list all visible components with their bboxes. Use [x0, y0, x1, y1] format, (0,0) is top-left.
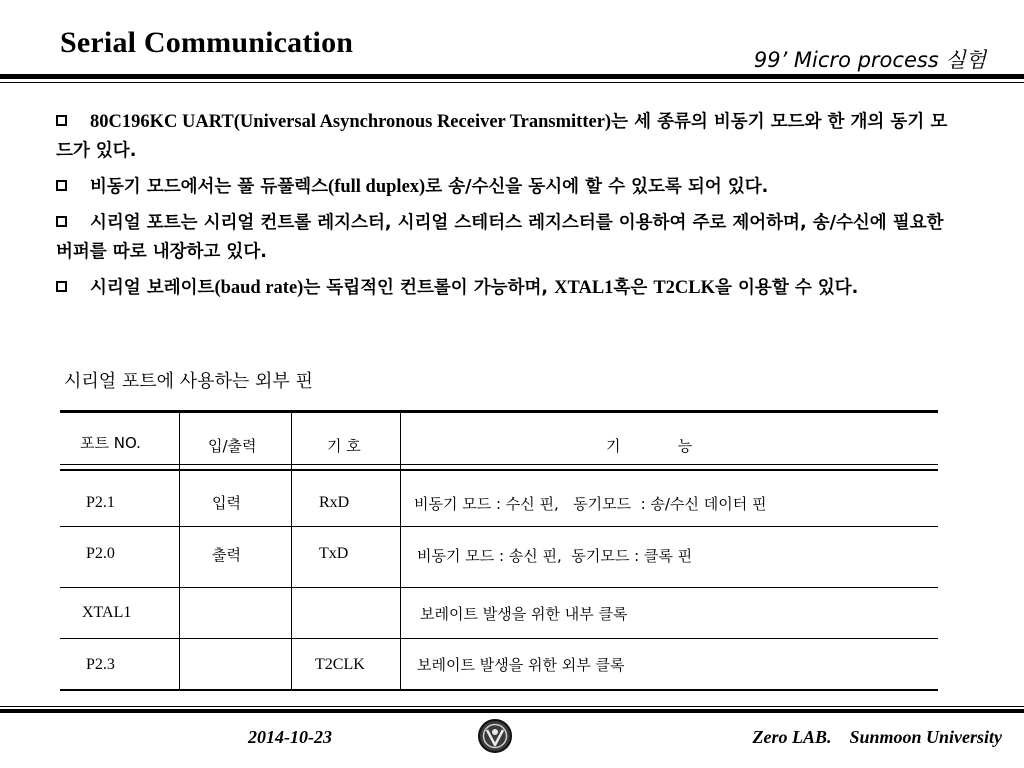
bullet-text — [56, 108, 961, 166]
bullet-text-part: 는 독립적인 컨트롤이 가능하며, — [303, 278, 555, 298]
column-divider — [291, 413, 292, 691]
cell-io: 출력 — [212, 546, 241, 564]
university-emblem-icon — [477, 718, 513, 754]
bullet-text — [56, 209, 961, 267]
cell-port: P2.3 — [86, 656, 115, 673]
row-rule — [60, 587, 938, 588]
header-bottom-rule — [60, 464, 938, 465]
checkbox-bullet-icon — [56, 281, 67, 292]
footer-rule-thin — [0, 706, 1024, 707]
header-bottom-rule-double — [60, 469, 938, 471]
checkbox-bullet-icon — [56, 216, 67, 227]
bullet-text-part: XTAL1 — [554, 278, 614, 298]
table-top-rule — [60, 410, 938, 413]
bullet-text-part: 혹은 — [613, 278, 654, 298]
bullet-text-part: 로 송/수신을 동시에 할 수 있도록 되어 있다. — [425, 177, 769, 197]
row-rule — [60, 638, 938, 639]
bullet-text-part: T2CLK — [653, 278, 716, 298]
row-rule — [60, 526, 938, 527]
footer-affiliation — [752, 727, 1002, 748]
footer-rule-thick — [0, 709, 1024, 713]
cell-symbol: T2CLK — [315, 656, 365, 673]
cell-function: 비동기 모드 : 송신 핀, 동기모드 : 클록 핀 — [417, 547, 693, 565]
header-rule-thin — [0, 82, 1024, 83]
table-bottom-rule — [60, 689, 938, 691]
bullet-text-part: 시리얼 포트는 시리얼 컨트롤 레지스터, 시리얼 스테터스 레지스터를 이용하여 주로 제어하며, 송/수신에 필요한 버퍼를 따로 내장하고 있다. — [56, 213, 944, 262]
bullet-text — [56, 274, 961, 303]
bullet-item — [56, 274, 961, 303]
column-divider — [400, 413, 401, 691]
bullet-item — [56, 108, 961, 166]
cell-port: P2.1 — [86, 494, 115, 511]
pin-table — [60, 410, 938, 691]
footer-lab: Zero LAB. — [752, 727, 832, 747]
footer-date: 2014-10-23 — [248, 727, 332, 747]
bullet-text-part: 을 이용할 수 있다. — [715, 278, 859, 298]
cell-port: XTAL1 — [82, 604, 132, 621]
bullet-text-part: (full duplex) — [328, 177, 426, 197]
bullet-item — [56, 209, 961, 267]
bullet-text-part: (baud rate) — [214, 278, 304, 298]
header-rule-thick — [0, 74, 1024, 79]
slide-subtitle: 99’ Micro process 실험 — [753, 48, 986, 72]
cell-function: 보레이트 발생을 위한 내부 클록 — [420, 605, 628, 623]
bullet-text-part: 는 세 종류의 비동기 모드와 한 개의 동기 모드가 있다. — [56, 112, 948, 161]
header-function: 기 능 — [606, 437, 693, 455]
header-symbol: 기 호 — [327, 437, 361, 455]
cell-function: 보레이트 발생을 위한 외부 클록 — [417, 656, 625, 674]
checkbox-bullet-icon — [56, 180, 67, 191]
table-caption: 시리얼 포트에 사용하는 외부 핀 — [64, 371, 313, 392]
cell-port: P2.0 — [86, 545, 115, 562]
cell-io: 입력 — [212, 494, 241, 512]
checkbox-bullet-icon — [56, 115, 67, 126]
bullet-text-part: 80C196KC UART(Universal Asynchronous Receiver Transmitter) — [90, 112, 612, 132]
bullet-item — [56, 173, 961, 202]
footer-university: Sunmoon University — [849, 727, 1002, 747]
cell-function: 비동기 모드 : 수신 핀, 동기모드 : 송/수신 데이터 핀 — [414, 495, 767, 513]
bullet-text-part: 시리얼 보레이트 — [90, 278, 215, 298]
bullet-text-part: 비동기 모드에서는 풀 듀풀렉스 — [90, 177, 329, 197]
slide-title: Serial Communication — [60, 26, 354, 59]
header-port-no: 포트 NO. — [80, 434, 141, 452]
header-io: 입/출력 — [208, 437, 257, 455]
bullet-list — [56, 108, 961, 310]
bullet-text — [56, 173, 961, 202]
cell-symbol: TxD — [319, 545, 349, 562]
column-divider — [179, 413, 180, 691]
cell-symbol: RxD — [319, 494, 350, 511]
